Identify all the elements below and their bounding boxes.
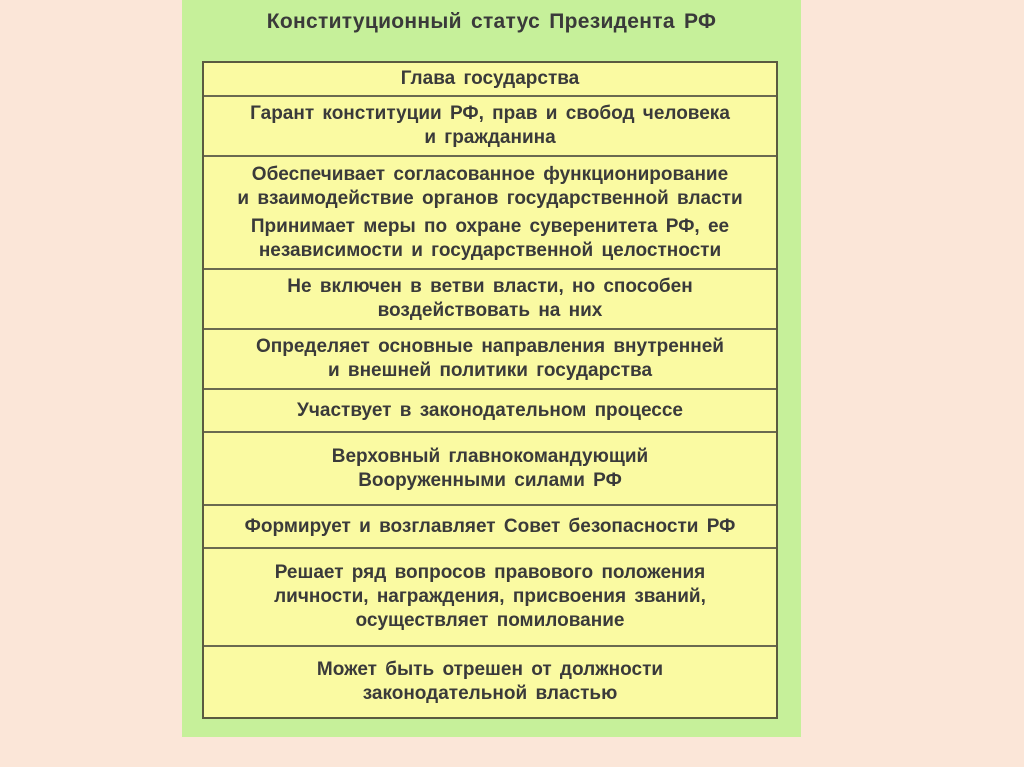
table-row-head-of-state	[204, 63, 776, 97]
row-line: воздействовать на них	[377, 300, 603, 321]
row-line: Обеспечивает согласованное функционирование	[251, 163, 729, 185]
table-row-security-council	[204, 506, 776, 549]
row-line: Гарант конституции РФ, прав и свобод человека	[250, 103, 730, 124]
table-row-branches	[204, 270, 776, 330]
table-row-commander	[204, 433, 776, 506]
row-line: осуществляет помилование	[355, 610, 625, 631]
row-line: законодательной властью	[362, 683, 618, 704]
row-line: Глава государства	[400, 68, 580, 89]
table-row-coordination	[204, 157, 776, 270]
row-block	[237, 163, 742, 211]
row-line: Участвует в законодательном процессе	[297, 399, 683, 421]
page-title: Конституционный статус Президента РФ	[266, 10, 717, 33]
row-line: Определяет основные направления внутренней	[255, 336, 724, 357]
green-panel	[182, 0, 801, 737]
row-line: независимости и государственной целостности	[258, 239, 722, 261]
row-line: Не включен в ветви власти, но способен	[287, 276, 693, 297]
table-row-impeachment	[204, 647, 776, 717]
table-row-legal-status	[204, 549, 776, 647]
table-row-legislative	[204, 390, 776, 433]
row-block	[251, 215, 729, 263]
row-line: Вооруженными силами РФ	[358, 469, 622, 491]
table-row-policy	[204, 330, 776, 390]
row-line: и внешней политики государства	[327, 360, 653, 381]
row-line: Решает ряд вопросов правового положения	[274, 562, 706, 583]
table-row-guarantor	[204, 97, 776, 157]
row-line: личности, награждения, присвоения званий,	[274, 586, 706, 607]
row-line: Может быть отрешен от должности	[316, 659, 664, 680]
row-line: и гражданина	[424, 127, 556, 148]
row-line: Принимает меры по охране суверенитета РФ, ее	[250, 215, 730, 237]
row-line: и взаимодействие органов государственной власти	[237, 187, 743, 209]
row-line: Формирует и возглавляет Совет безопасности РФ	[244, 515, 736, 537]
row-line: Верховный главнокомандующий	[331, 445, 649, 467]
status-table	[202, 61, 778, 719]
